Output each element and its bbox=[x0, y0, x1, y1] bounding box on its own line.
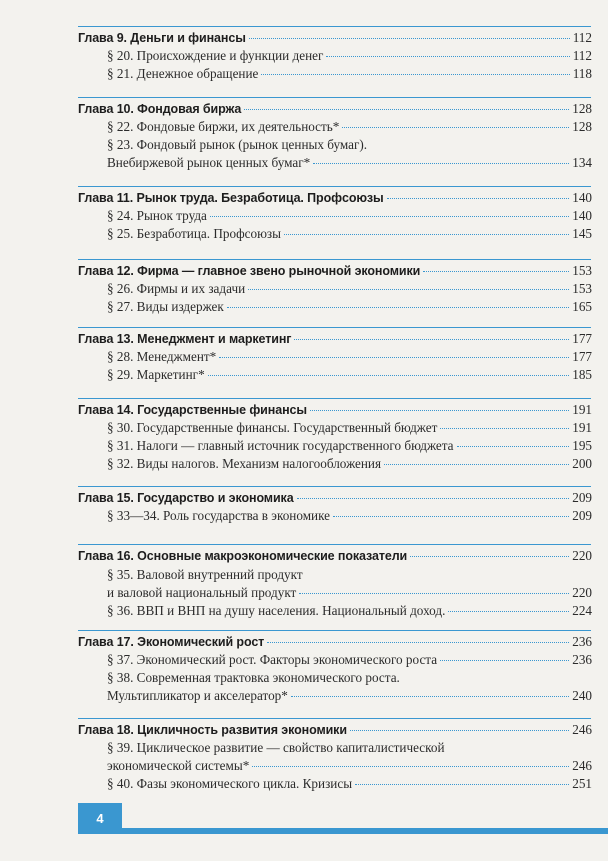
section-page: 224 bbox=[572, 603, 592, 618]
section-title: § 32. Виды налогов. Механизм налогообложения bbox=[107, 456, 382, 471]
chapter-divider bbox=[78, 718, 591, 719]
dot-leader bbox=[350, 730, 569, 731]
dot-leader bbox=[333, 516, 569, 517]
dot-leader bbox=[227, 307, 569, 308]
chapter-page: 236 bbox=[572, 634, 592, 649]
dot-leader bbox=[284, 234, 569, 235]
dot-leader bbox=[440, 660, 569, 661]
chapter-heading[interactable] bbox=[78, 489, 592, 506]
section-title: § 38. Современная трактовка экономического роста. bbox=[107, 670, 400, 685]
section-title: § 29. Маркетинг* bbox=[107, 367, 205, 382]
section-title: § 35. Валовой внутренний продукт bbox=[107, 567, 303, 582]
chapter-page: 153 bbox=[572, 263, 592, 278]
chapter-divider bbox=[78, 327, 591, 328]
dot-leader bbox=[208, 375, 570, 376]
section-entry[interactable] bbox=[107, 775, 592, 792]
section-entry[interactable] bbox=[107, 566, 592, 583]
section-page: 128 bbox=[572, 119, 592, 134]
section-title: экономической системы* bbox=[107, 758, 250, 773]
section-page: 185 bbox=[572, 367, 592, 382]
section-page: 145 bbox=[572, 226, 592, 241]
section-entry[interactable] bbox=[107, 669, 592, 686]
dot-leader bbox=[267, 642, 569, 643]
section-entry[interactable] bbox=[107, 602, 592, 619]
chapter-title: Глава 13. Менеджмент и маркетинг bbox=[78, 332, 292, 346]
page-footer bbox=[0, 803, 608, 833]
section-page: 209 bbox=[572, 508, 592, 523]
section-page: 177 bbox=[572, 349, 592, 364]
dot-leader bbox=[291, 696, 569, 697]
section-title: § 25. Безработица. Профсоюзы bbox=[107, 226, 281, 241]
dot-leader bbox=[299, 593, 569, 594]
section-continuation[interactable] bbox=[107, 757, 592, 774]
dot-leader bbox=[457, 446, 570, 447]
dot-leader bbox=[294, 339, 569, 340]
section-title: § 33—34. Роль государства в экономике bbox=[107, 508, 331, 523]
chapter-page: 209 bbox=[572, 490, 592, 505]
section-entry[interactable] bbox=[107, 507, 592, 524]
section-entry[interactable] bbox=[107, 437, 592, 454]
section-page: 200 bbox=[572, 456, 592, 471]
section-page: 112 bbox=[572, 48, 592, 63]
chapter-heading[interactable] bbox=[78, 721, 592, 738]
chapter-page: 112 bbox=[572, 30, 592, 45]
page-number: 4 bbox=[78, 803, 122, 834]
section-entry[interactable] bbox=[107, 651, 592, 668]
section-title: Внебиржевой рынок ценных бумаг* bbox=[107, 155, 311, 170]
chapter-heading[interactable] bbox=[78, 633, 592, 650]
section-page: 236 bbox=[572, 652, 592, 667]
chapter-title: Глава 10. Фондовая биржа bbox=[78, 102, 242, 116]
chapter-title: Глава 9. Деньги и финансы bbox=[78, 31, 246, 45]
chapter-divider bbox=[78, 97, 591, 98]
section-title: § 40. Фазы экономического цикла. Кризисы bbox=[107, 776, 353, 791]
dot-leader bbox=[326, 56, 569, 57]
section-page: 251 bbox=[572, 776, 592, 791]
chapter-heading[interactable] bbox=[78, 401, 592, 418]
section-page: 134 bbox=[572, 155, 592, 170]
section-entry[interactable] bbox=[107, 47, 592, 64]
chapter-divider bbox=[78, 186, 591, 187]
section-entry[interactable] bbox=[107, 280, 592, 297]
section-title: § 24. Рынок труда bbox=[107, 208, 207, 223]
section-entry[interactable] bbox=[107, 419, 592, 436]
section-title: § 39. Циклическое развитие — свойство капиталистической bbox=[107, 740, 445, 755]
chapter-divider bbox=[78, 259, 591, 260]
dot-leader bbox=[310, 410, 569, 411]
chapter-divider bbox=[78, 398, 591, 399]
section-title: § 31. Налоги — главный источник государственного бюджета bbox=[107, 438, 454, 453]
section-title: § 22. Фондовые биржи, их деятельность* bbox=[107, 119, 340, 134]
chapter-page: 128 bbox=[572, 101, 592, 116]
dot-leader bbox=[249, 38, 570, 39]
section-entry[interactable] bbox=[107, 225, 592, 242]
section-continuation[interactable] bbox=[107, 584, 592, 601]
section-page: 153 bbox=[572, 281, 592, 296]
chapter-heading[interactable] bbox=[78, 547, 592, 564]
section-page: 118 bbox=[572, 66, 592, 81]
section-continuation[interactable] bbox=[107, 154, 592, 171]
section-title: и валовой национальный продукт bbox=[107, 585, 297, 600]
chapter-title: Глава 12. Фирма — главное звено рыночной экономики bbox=[78, 264, 421, 278]
section-page: 140 bbox=[572, 208, 592, 223]
dot-leader bbox=[248, 289, 569, 290]
chapter-heading[interactable] bbox=[78, 330, 592, 347]
chapter-title: Глава 17. Экономический рост bbox=[78, 635, 265, 649]
chapter-title: Глава 18. Цикличность развития экономики bbox=[78, 723, 347, 737]
section-entry[interactable] bbox=[107, 739, 592, 756]
section-title: § 28. Менеджмент* bbox=[107, 349, 217, 364]
section-continuation[interactable] bbox=[107, 687, 592, 704]
section-entry[interactable] bbox=[107, 455, 592, 472]
chapter-page: 140 bbox=[572, 190, 592, 205]
chapter-divider bbox=[78, 486, 591, 487]
section-title: § 36. ВВП и ВНП на душу населения. Национальный доход. bbox=[107, 603, 446, 618]
dot-leader bbox=[440, 428, 569, 429]
section-entry[interactable] bbox=[107, 298, 592, 315]
chapter-heading[interactable] bbox=[78, 262, 592, 279]
dot-leader bbox=[342, 127, 569, 128]
dot-leader bbox=[297, 498, 570, 499]
section-page: 220 bbox=[572, 585, 592, 600]
section-title: § 20. Происхождение и функции денег bbox=[107, 48, 324, 63]
section-page: 246 bbox=[572, 758, 592, 773]
dot-leader bbox=[355, 784, 569, 785]
chapter-heading[interactable] bbox=[78, 189, 592, 206]
dot-leader bbox=[448, 611, 569, 612]
section-title: § 23. Фондовый рынок (рынок ценных бумаг). bbox=[107, 137, 368, 152]
section-title: § 27. Виды издержек bbox=[107, 299, 224, 314]
chapter-page: 177 bbox=[572, 331, 592, 346]
section-entry[interactable] bbox=[107, 136, 592, 153]
chapter-divider bbox=[78, 630, 591, 631]
dot-leader bbox=[252, 766, 569, 767]
section-entry[interactable] bbox=[107, 366, 592, 383]
dot-leader bbox=[261, 74, 569, 75]
chapter-title: Глава 15. Государство и экономика bbox=[78, 491, 294, 505]
chapter-heading[interactable] bbox=[78, 100, 592, 117]
section-entry[interactable] bbox=[107, 65, 592, 82]
chapter-title: Глава 11. Рынок труда. Безработица. Профсоюзы bbox=[78, 191, 384, 205]
section-page: 191 bbox=[572, 420, 592, 435]
chapter-page: 191 bbox=[572, 402, 592, 417]
section-page: 240 bbox=[572, 688, 592, 703]
chapter-title: Глава 14. Государственные финансы bbox=[78, 403, 307, 417]
section-entry[interactable] bbox=[107, 348, 592, 365]
chapter-heading[interactable] bbox=[78, 29, 592, 46]
section-title: § 21. Денежное обращение bbox=[107, 66, 259, 81]
section-entry[interactable] bbox=[107, 207, 592, 224]
dot-leader bbox=[387, 198, 570, 199]
section-title: Мультипликатор и акселератор* bbox=[107, 688, 288, 703]
chapter-title: Глава 16. Основные макроэкономические показатели bbox=[78, 549, 408, 563]
chapter-page: 246 bbox=[572, 722, 592, 737]
dot-leader bbox=[410, 556, 569, 557]
section-page: 195 bbox=[572, 438, 592, 453]
section-entry[interactable] bbox=[107, 118, 592, 135]
footer-bar bbox=[122, 828, 608, 834]
section-title: § 26. Фирмы и их задачи bbox=[107, 281, 246, 296]
section-title: § 37. Экономический рост. Факторы экономического роста bbox=[107, 652, 438, 667]
chapter-page: 220 bbox=[572, 548, 592, 563]
section-title: § 30. Государственные финансы. Государственный бюджет bbox=[107, 420, 438, 435]
chapter-divider bbox=[78, 26, 591, 27]
dot-leader bbox=[313, 163, 569, 164]
dot-leader bbox=[244, 109, 569, 110]
section-page: 165 bbox=[572, 299, 592, 314]
dot-leader bbox=[219, 357, 569, 358]
dot-leader bbox=[423, 271, 569, 272]
dot-leader bbox=[210, 216, 569, 217]
chapter-divider bbox=[78, 544, 591, 545]
dot-leader bbox=[384, 464, 569, 465]
